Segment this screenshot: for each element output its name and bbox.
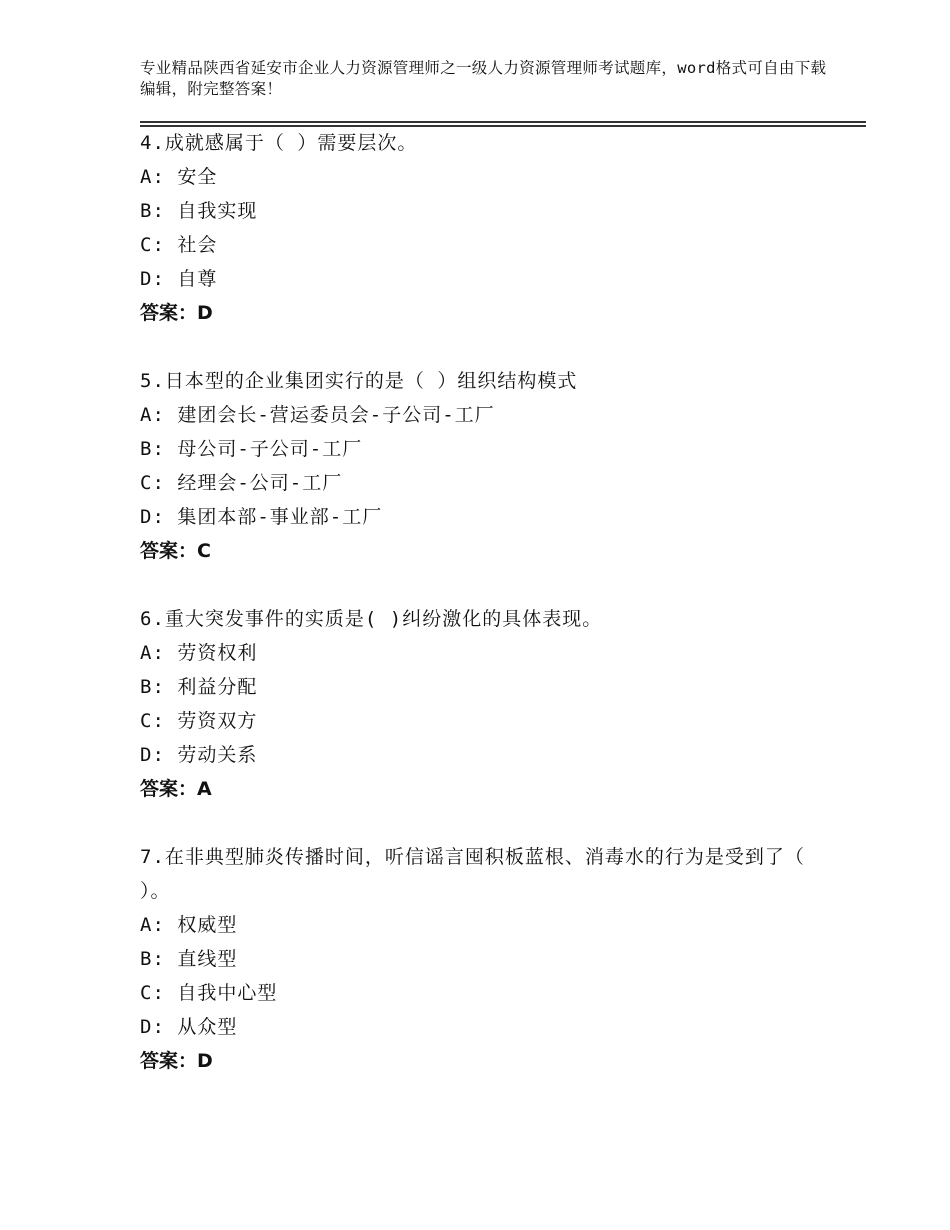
- option-c: C: 劳资双方: [140, 710, 258, 732]
- option-d: D: 集团本部-事业部-工厂: [140, 506, 383, 528]
- option-d: D: 从众型: [140, 1016, 238, 1038]
- option-b: B: 自我实现: [140, 200, 258, 222]
- answer-line: [140, 296, 820, 330]
- option-a: A: 安全: [140, 166, 218, 188]
- answer-label: 答案：: [140, 778, 198, 800]
- question-stem: 6.重大突发事件的实质是( )纠纷激化的具体表现。: [140, 608, 603, 630]
- question-5: [140, 364, 820, 568]
- question-6: [140, 602, 820, 806]
- answer-label: 答案：: [140, 540, 198, 562]
- answer-value: C: [197, 540, 211, 562]
- option-a: A: 劳资权利: [140, 642, 258, 664]
- question-7: [140, 840, 820, 1078]
- question-stem: 5.日本型的企业集团实行的是（ ）组织结构模式: [140, 370, 578, 392]
- header-rule-top: [140, 121, 866, 123]
- answer-value: A: [197, 778, 212, 800]
- question-stem: 4.成就感属于（ ）需要层次。: [140, 132, 418, 154]
- answer-value: D: [197, 302, 213, 324]
- answer-value: D: [197, 1050, 213, 1072]
- option-a: A: 权威型: [140, 914, 238, 936]
- question-4: [140, 126, 820, 330]
- answer-line: [140, 772, 820, 806]
- option-a: A: 建团会长-营运委员会-子公司-工厂: [140, 404, 495, 426]
- answer-line: [140, 1044, 820, 1078]
- option-c: C: 自我中心型: [140, 982, 278, 1004]
- option-b: B: 直线型: [140, 948, 238, 970]
- option-b: B: 利益分配: [140, 676, 258, 698]
- option-c: C: 经理会-公司-工厂: [140, 472, 343, 494]
- option-d: D: 劳动关系: [140, 744, 258, 766]
- answer-label: 答案：: [140, 302, 198, 324]
- option-b: B: 母公司-子公司-工厂: [140, 438, 363, 460]
- answer-label: 答案：: [140, 1050, 198, 1072]
- option-c: C: 社会: [140, 234, 218, 256]
- question-list: [140, 126, 820, 1112]
- option-d: D: 自尊: [140, 268, 218, 290]
- document-header: 专业精品陕西省延安市企业人力资源管理师之一级人力资源管理师考试题库，word格式可自由下载编辑，附完整答案！: [140, 59, 827, 98]
- question-stem: 7.在非典型肺炎传播时间，听信谣言囤积板蓝根、消毒水的行为是受到了（ ）。: [140, 846, 805, 902]
- answer-line: [140, 534, 820, 568]
